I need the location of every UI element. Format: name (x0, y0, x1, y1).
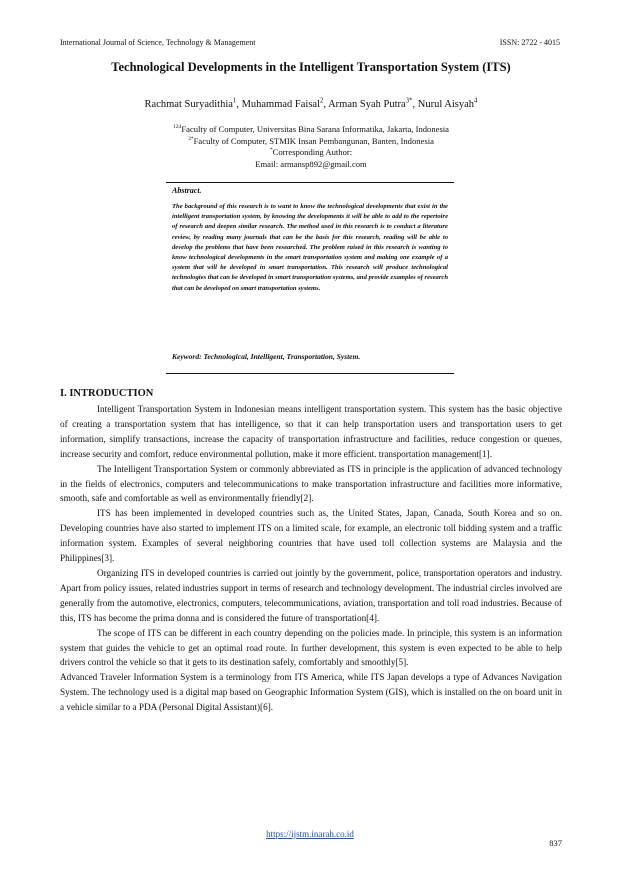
affiliation-1: Faculty of Computer, Universitas Bina Sarana Informatika, Jakarta, Indonesia (181, 124, 450, 134)
aff-sup: 124 (172, 124, 182, 131)
abstract-heading: Abstract. (172, 186, 202, 195)
affiliations (60, 124, 562, 170)
author-name: Arman Syah Putra (328, 99, 406, 110)
page-number: 837 (549, 838, 562, 848)
author-name: Rachmat Suryadithia (144, 99, 233, 110)
introduction-body (60, 402, 562, 715)
author-sup: 1 (232, 97, 237, 105)
paragraph: Intelligent Transportation System in Indonesian means intelligent transportation system. This system has the basic objective of creating a transportation system that has intelligence, so that it can help transportation users and transportation users to get information, simplify transactions, increase the capacity of transportation infrastructure and facilities, reduce congestion or queues, increase security and comfort, reduce environmental pollution, make it more efficient. transportation management[1]. (60, 404, 562, 459)
corresponding-email: Email: armansp892@gmail.com (255, 158, 367, 169)
journal-url-link[interactable]: https://ijstm.inarah.co.id (266, 829, 354, 839)
paragraph: The scope of ITS can be different in each country depending on the policies made. In principle, this system is an information system that guides the vehicle to get an optimal road route. In further development, this system is even expected to be able to help drivers control the vehicle so that it gets to its destination safely, comfortably and smoothly[5]. (60, 627, 562, 668)
author-name: Nurul Aisyah (417, 99, 475, 110)
paper-title: Technological Developments in the Intelligent Transportation System (ITS) (111, 60, 511, 74)
affiliation-2: Faculty of Computer, STMIK Insan Pembangunan, Banten, Indonesia (193, 135, 434, 146)
paragraph: ITS has been implemented in developed countries such as, the United States, Japan, Canada, South Korea and so on. Developing countries have also started to implement ITS on a limited scale, for example, an electronic toll bidding system and a traffic information system. Examples of several neighboring countries that have used toll collection systems are Malaysia and the Philippines[3]. (60, 508, 562, 564)
abstract-text: The background of this research is to want to know the technological developments that exist in the intelligent transportation system, by knowing the developments it will be able to add to the repertoire of research and deepen similar research. The method used in this research is to conduct a literature review, by reading many journals that can be the basis for this research, reading will be able to develop the problems that have been researched. The problem raised in this research is wanting to know technological developments in the smart transportation system and making one example of a system that will be developed in smart transportation. This research will produce technological technologies that can be developed in smart transportation systems, and provide examples of research that can be developed on smart transportation systems. (172, 203, 448, 292)
section-heading: I. INTRODUCTION (60, 388, 154, 399)
aff-sup: 3* (188, 135, 194, 142)
author-name: Muhammad Faisal (241, 99, 321, 110)
paragraph: Advanced Traveler Information System is a terminology from ITS America, while ITS Japan develops a type of Advances Navigation System. The technology used is a digital map based on Geographic Information System (GIS), which is installed on the on board unit in a vehicle similar to a PDA (Personal Digital Assistant)[6]. (60, 672, 562, 713)
author-sup: 2 (320, 97, 324, 105)
journal-name: International Journal of Science, Technology & Management (60, 38, 256, 47)
abstract-keywords: Keyword: Technological, Intelligent, Transportation, System. (172, 352, 361, 361)
author-sup: 4 (474, 97, 478, 105)
corresponding-label: Corresponding Author: (272, 147, 353, 157)
aff-sup: * (269, 147, 273, 154)
author-list: Rachmat Suryadithia$^1$, Muhammad Faisal$^2$, Arman Syah Putra$^{3*}$, Nurul Aisyah$^4$ (144, 97, 478, 110)
abstract-box (166, 182, 454, 374)
issn: ISSN: 2722 - 4015 (499, 38, 560, 47)
author-sup: 3* (405, 97, 413, 105)
paragraph: Organizing ITS in developed countries is carried out jointly by the government, police, transportation operators and industry. Apart from policy issues, related industries support in terms of research and technology development. The industrial circles involved are generally from the automotive, electronics, computers, telecommunications, aviation, transportation and toll road industries. Because of this, ITS has become the prima donna and is considered the future of transportation[4]. (60, 567, 562, 623)
paragraph: The Intelligent Transportation System or commonly abbreviated as ITS in principle is the application of advanced technology in the fields of electronics, computers and telecommunications to make transportation infrastructure and facilities more informative, smooth, safe and comfortable as well as environmentally friendly[2]. (60, 463, 562, 504)
